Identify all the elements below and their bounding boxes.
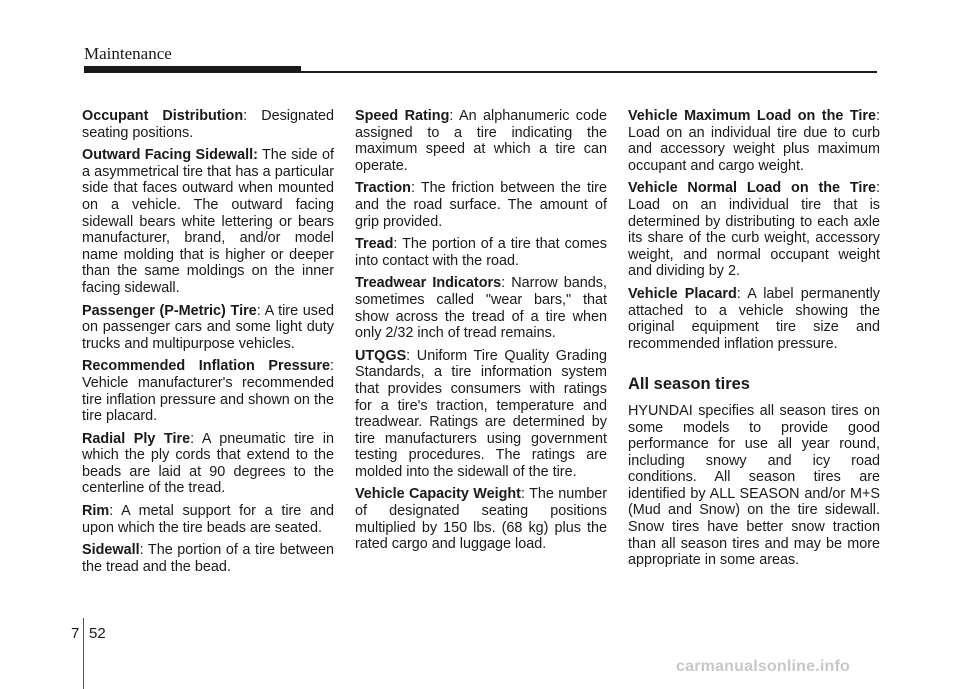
column-3 [628,108,880,569]
header-rule-thin [300,71,877,73]
definition-entry: Vehicle Capacity Weight: The number of designated seating positions multiplied by 150 lbs. (68 kg) plus the rated cargo and luggage load. [355,486,607,553]
footer-divider [83,618,84,689]
definition-text: A tire used on passenger cars and some light duty trucks and multipurpose vehicles. [82,302,334,352]
definition-entry [82,147,334,296]
definition-term: Treadwear Indicators [355,275,502,292]
definition-term: Vehicle Placard [628,285,737,302]
definition-entry: Vehicle Placard: A label permanently attached to a vehicle showing the original equipment tire size and recommended inflation pressure. [628,285,880,352]
column-2 [355,108,607,559]
definition-entry: Speed Rating: An alphanumeric code assigned to a tire indicating the maximum speed at which a tire can operate. [355,108,608,174]
definition-term: Tread [355,236,394,253]
definition-term: UTQGS [355,347,407,364]
page-number: 52 [89,625,106,642]
definition-entry: Treadwear Indicators: Narrow bands, sometimes called "wear bars," that show across the tread of a tire when only 2/32 inch of tread remains. [355,275,607,342]
definition-text: The number of designated seating positions multiplied by 150 lbs. (68 kg) plus the rated cargo and luggage load. [355,486,607,553]
definition-term: Occupant Distribution [82,108,244,124]
definition-text: Load on an individual tire that is determined by distributing to each axle its share of the curb weight, accessory weight, and normal occupant weight and dividing by 2. [628,196,880,280]
definition-text: An alphanumeric code assigned to a tire indicating the maximum speed at which a tire can operate. [355,108,608,174]
definition-text: The portion of a tire between the tread and the bead. [82,542,334,575]
definition-text: Designated seating positions. [82,108,335,141]
definition-entry: Tread: The portion of a tire that comes into contact with the road. [355,236,607,269]
definition-text: Uniform Tire Quality Grading Standards, a tire information system that provides consumers with ratings for a tire's traction, temperature and treadwear. Ratings are determined by tire manufacturers using government testing procedures. The ratings are molded into the sidewall of the tire. [355,347,608,480]
definition-term: Passenger (P-Metric) Tire [82,302,257,319]
column-1 [82,108,334,581]
definition-entry: Vehicle Normal Load on the Tire: Load on an individual tire that is determined by distributing to each axle its share of the curb weight, accessory weight, and normal occupant weight and dividing by 2. [628,180,880,280]
definition-term: Outward Facing Sidewall: [82,147,258,164]
definition-term: Vehicle Maximum Load on the Tire [628,108,876,124]
section-heading: All season tires [628,375,750,394]
section-body: HYUNDAI specifies all season tires on some models to provide good performance for use all year round, including snowy and icy road conditions. All season tires are identified by ALL SEASON and/or M+S (Mud and Snow) on the tire sidewall. Snow tires have better snow traction than all season tires and may be more appropriate in some areas. [628,402,880,569]
definition-term: Recommended Inflation Pressure [82,358,330,375]
definition-text: Load on an individual tire due to curb and accessory weight plus maximum occupant and cargo weight. [628,124,880,174]
definition-text: The friction between the tire and the road surface. The amount of grip provided. [355,180,607,230]
watermark-text: carmanualsonline.info [676,658,851,675]
definition-term: Sidewall [82,542,140,559]
definition-entry: Rim: A metal support for a tire and upon which the tire beads are seated. [82,503,335,536]
header-rule-thick [84,66,301,73]
definition-term: Radial Ply Tire [82,430,191,447]
chapter-number: 7 [71,625,80,642]
definition-term: Traction [355,180,411,197]
definition-term: Vehicle Normal Load on the Tire [628,180,876,197]
definition-text: A label permanently attached to a vehicle showing the original equipment tire size and recommended inflation pressure. [628,285,880,352]
definition-text: A pneumatic tire in which the ply cords that extend to the beads are laid at 90 degrees to the centerline of the tread. [82,430,335,497]
definition-entry: Passenger (P-Metric) Tire: A tire used on passenger cars and some light duty trucks and multipurpose vehicles. [82,302,334,352]
definition-term: Rim [82,503,110,520]
definition-entry: Occupant Distribution: Designated seating positions. [82,108,335,141]
definition-text: A metal support for a tire and upon which the tire beads are seated. [82,503,335,536]
definition-text: Vehicle manufacturer's recommended tire inflation pressure and shown on the tire placard. [82,374,334,425]
page-header-title: Maintenance [84,44,172,63]
definition-term: Speed Rating [355,108,450,124]
definition-entry: UTQGS: Uniform Tire Quality Grading Standards, a tire information system that provides consumers with ratings for a tire's traction, temperature and treadwear. Ratings are determined by tire manufacturers using government testing procedures. The ratings are molded into the sidewall of the tire. [355,347,608,480]
definition-term: Vehicle Capacity Weight [355,486,521,503]
definition-entry: Traction: The friction between the tire and the road surface. The amount of grip provided. [355,180,607,230]
definition-entry: Radial Ply Tire: A pneumatic tire in which the ply cords that extend to the beads are laid at 90 degrees to the centerline of the tread. [82,430,335,497]
definition-entry: Vehicle Maximum Load on the Tire: Load on an individual tire due to curb and accessory weight plus maximum occupant and cargo weight. [628,108,880,174]
definition-text: The portion of a tire that comes into contact with the road. [355,236,607,269]
definition-entry: Sidewall: The portion of a tire between the tread and the bead. [82,542,334,575]
definition-entry: Recommended Inflation Pressure: Vehicle manufacturer's recommended tire inflation pressure and shown on the tire placard. [82,358,334,425]
definition-text: Narrow bands, sometimes called "wear bars," that show across the tread of a tire when only 2/32 inch of tread remains. [355,275,607,342]
definition-text: The side of a asymmetrical tire that has a particular side that faces outward when mounted on a vehicle. The outward facing sidewall bears white lettering or bears manufacturer, brand, and/or model name molding that is higher or deeper than the same moldings on the inner facing sidewall. [82,147,334,296]
